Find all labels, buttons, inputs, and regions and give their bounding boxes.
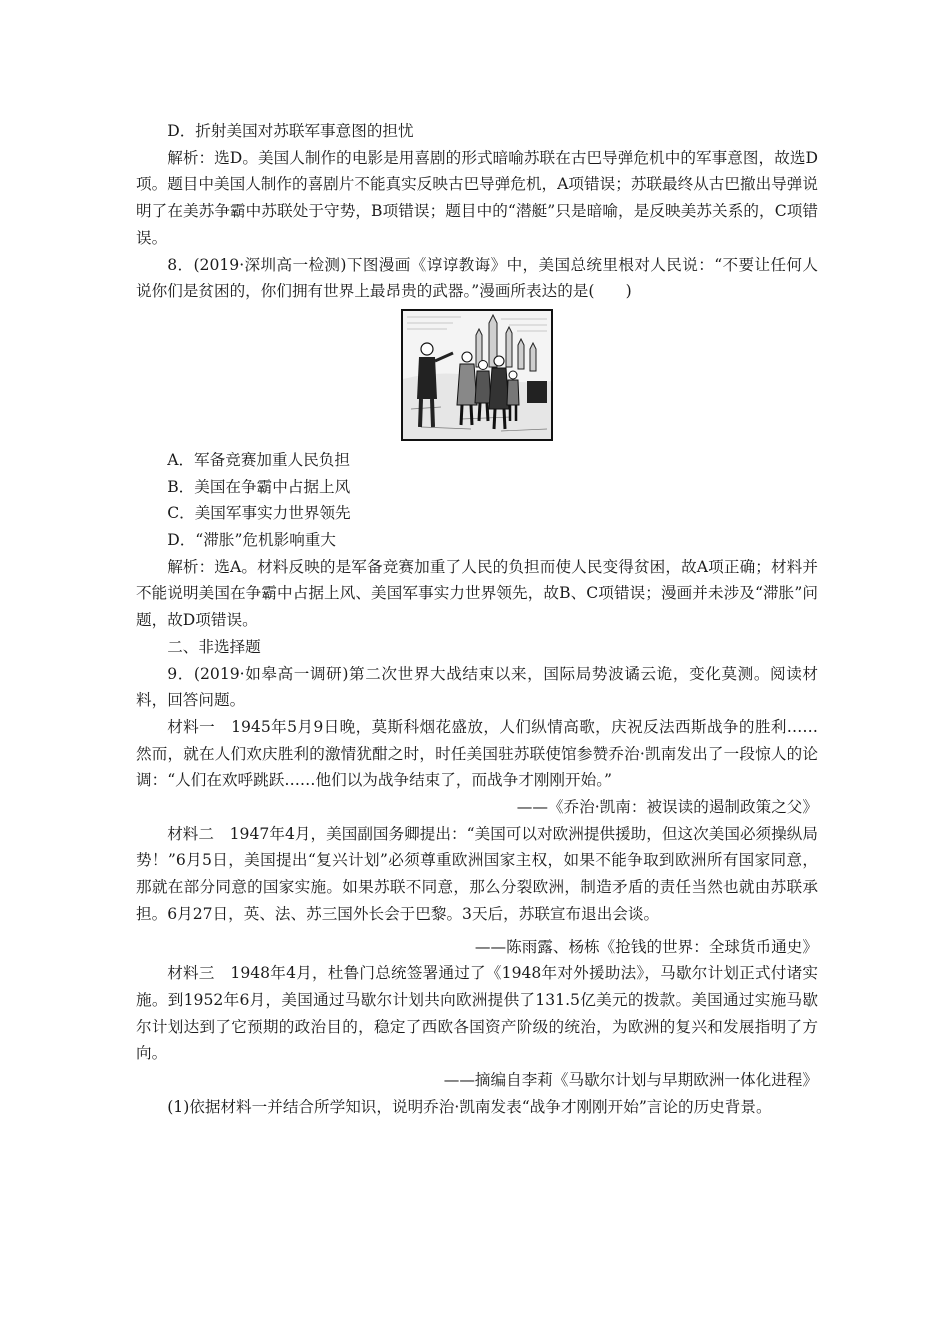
- q8-option-d: D．“滞胀”危机影响重大: [167, 531, 336, 550]
- q9-material-2: 材料二 1947年4月，美国副国务卿提出：“美国可以对欧洲提供援助，但这次美国必须操纵局势！”6月5日，美国提出“复兴计划”必须尊重欧洲国家主权，如果不能争取到欧洲所有国家同意，那就在部分同意的国家实施。如果苏联不同意，那么分裂欧洲，制造矛盾的责任当然也就由苏联承担。6月27日，英、法、苏三国外长会于巴黎。3天后，苏联宣布退出会谈。: [136, 824, 818, 923]
- q8-option-b: B．美国在争霸中占据上风: [167, 477, 351, 496]
- q9-question-1: (1)依据材料一并结合所学知识，说明乔治·凯南发表“战争才刚刚开始”言论的历史背景。: [167, 1097, 772, 1116]
- q9-material-3: 材料三 1948年4月，杜鲁门总统签署通过了《1948年对外援助法》，马歇尔计划正式付诸实施。到1952年6月，美国通过马歇尔计划共向欧洲提供了131.5亿美元的拨款。美国通过实施马歇尔计划达到了它预期的政治目的，稳定了西欧各国资产阶级的统治，为欧洲的复兴和发展指明了方向。: [136, 964, 818, 1063]
- cartoon-illustration: [401, 309, 553, 441]
- q8-option-c: C．美国军事实力世界领先: [167, 504, 351, 523]
- q9-source-3: ——摘编自李莉《马歇尔计划与早期欧洲一体化进程》: [443, 1071, 818, 1090]
- cartoon-figure: [136, 309, 818, 441]
- q7-option-d: D．折射美国对苏联军事意图的担忧: [167, 122, 414, 140]
- q7-analysis: 解析：选D。美国人制作的电影是用喜剧的形式暗喻苏联在古巴导弹危机中的军事意图，故选D项。题目中美国人制作的喜剧片不能真实反映古巴导弹危机，A项错误；苏联最终从古巴撤出导弹说明了在美苏争霸中苏联处于守势，B项错误；题目中的“潜艇”只是暗喻，是反映美苏关系的，C项错误。: [136, 148, 818, 247]
- worksheet-page: [136, 118, 818, 1121]
- q9-source-1: ——《乔治·凯南：被误读的遏制政策之父》: [516, 798, 818, 817]
- q9-stem: 9．(2019·如皋高一调研)第二次世界大战结束以来，国际局势波谲云诡，变化莫测。阅读材料，回答问题。: [136, 664, 818, 710]
- q8-analysis: 解析：选A。材料反映的是军备竞赛加重了人民的负担而使人民变得贫困，故A项正确；材料并不能说明美国在争霸中占据上风、美国军事实力世界领先，故B、C项错误；漫画并未涉及“滞胀”问题，故D项错误。: [136, 557, 818, 630]
- q8-stem: 8．(2019·深圳高一检测)下图漫画《谆谆教诲》中，美国总统里根对人民说：“不要让任何人说你们是贫困的，你们拥有世界上最昂贵的武器。”漫画所表达的是( ): [136, 255, 818, 301]
- q8-option-a: A．军备竞赛加重人民负担: [167, 450, 350, 469]
- section-title: 二、非选择题: [167, 637, 261, 656]
- q9-source-2: ——陈雨露、杨栋《抢钱的世界：全球货币通史》: [474, 937, 818, 956]
- q9-material-1: 材料一 1945年5月9日晚，莫斯科烟花盛放，人们纵情高歌，庆祝反法西斯战争的胜利……然而，就在人们欢庆胜利的激情犹酣之时，时任美国驻苏联使馆参赞乔治·凯南发出了一段惊人的论调：“人们在欢呼跳跃……他们以为战争结束了，而战争才刚刚开始。”: [136, 717, 818, 790]
